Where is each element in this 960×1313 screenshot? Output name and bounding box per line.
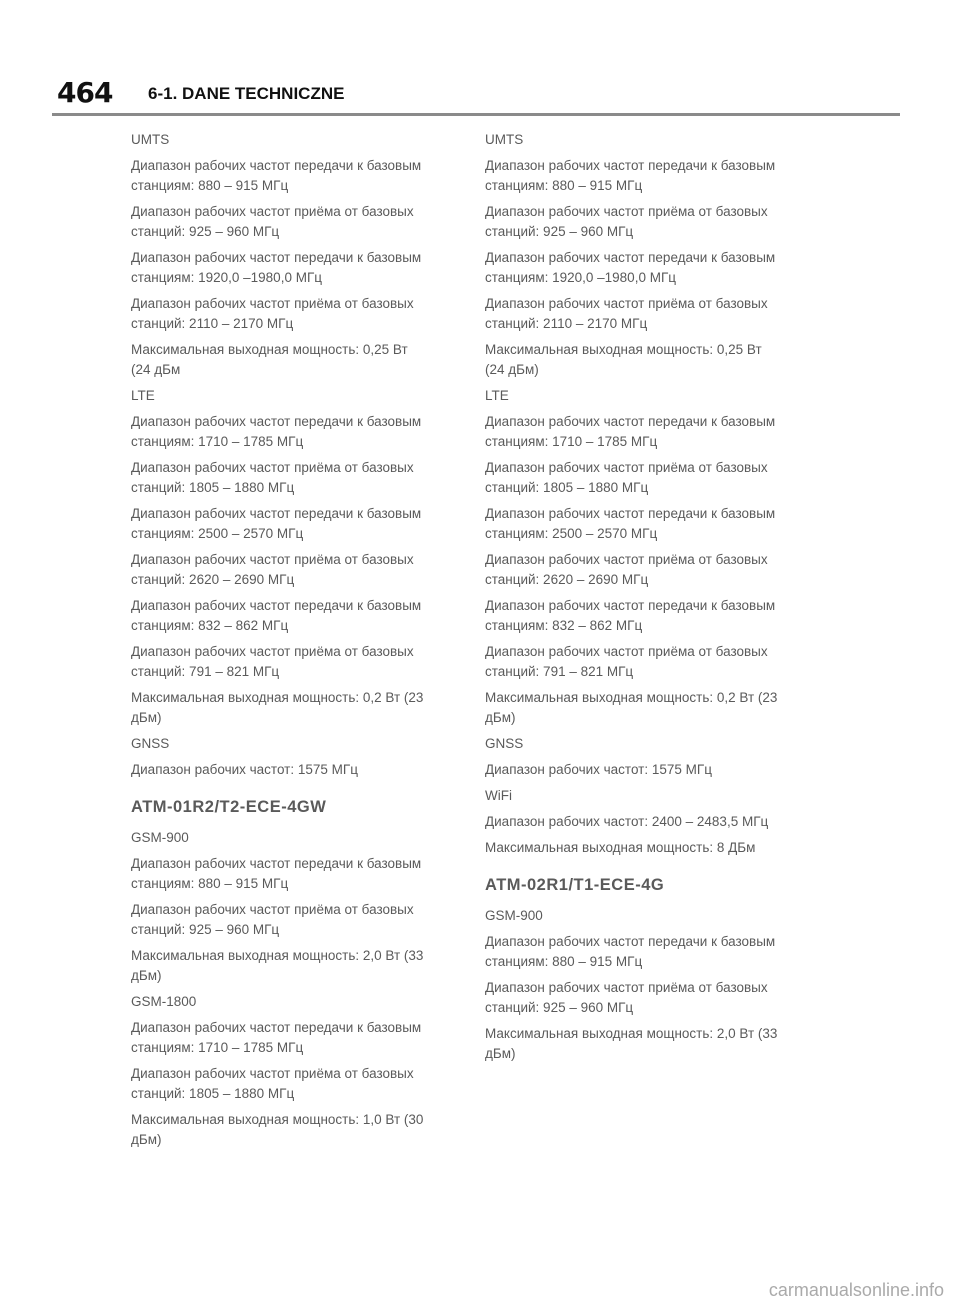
spec-item: Диапазон рабочих частот приёма от базовых станций: 791 – 821 МГц [131,644,414,679]
spec-item: Максимальная выходная мощность: 0,2 Вт (23 дБм) [131,690,424,725]
band-label: UMTS [485,132,524,147]
page-number: 464 [57,76,113,109]
band-label: GSM-900 [485,908,543,923]
page-header [52,74,900,114]
spec-item: Диапазон рабочих частот передачи к базовым станциям: 1710 – 1785 МГц [131,414,422,449]
spec-item: Диапазон рабочих частот приёма от базовых станций: 925 – 960 МГц [131,902,414,937]
spec-item: Максимальная выходная мощность: 2,0 Вт (33 дБм) [131,948,424,983]
left-column [131,130,471,1156]
band-label: GNSS [131,736,170,751]
band-label: LTE [485,388,509,403]
spec-item: Диапазон рабочих частот приёма от базовых станций: 2110 – 2170 МГц [485,296,768,331]
spec-item: Диапазон рабочих частот: 1575 МГц [131,762,358,777]
spec-item: Диапазон рабочих частот: 1575 МГц [485,762,712,777]
spec-item: Максимальная выходная мощность: 8 ДБм [485,840,756,855]
spec-item: Диапазон рабочих частот: 2400 – 2483,5 МГц [485,814,769,829]
spec-item: Диапазон рабочих частот передачи к базовым станциям: 2500 – 2570 МГц [131,506,422,541]
spec-item: Диапазон рабочих частот передачи к базовым станциям: 2500 – 2570 МГц [485,506,776,541]
spec-item: Максимальная выходная мощность: 1,0 Вт (30 дБм) [131,1112,424,1147]
spec-item: Диапазон рабочих частот приёма от базовых станций: 2110 – 2170 МГц [131,296,414,331]
spec-item: Диапазон рабочих частот приёма от базовых станций: 925 – 960 МГц [131,204,414,239]
spec-item: Максимальная выходная мощность: 0,25 Вт (24 дБм) [485,342,762,377]
spec-item: Диапазон рабочих частот передачи к базовым станциям: 1710 – 1785 МГц [131,1020,422,1055]
spec-item: Максимальная выходная мощность: 0,25 Вт (24 дБм [131,342,408,377]
spec-item: Диапазон рабочих частот приёма от базовых станций: 1805 – 1880 МГц [485,460,768,495]
spec-item: Максимальная выходная мощность: 2,0 Вт (33 дБм) [485,1026,778,1061]
spec-item: Диапазон рабочих частот передачи к базовым станциям: 1710 – 1785 МГц [485,414,776,449]
model-heading: ATM-01R2/T2-ECE-4GW [131,798,327,816]
spec-item: Диапазон рабочих частот передачи к базовым станциям: 880 – 915 МГц [485,158,776,193]
spec-item: Диапазон рабочих частот передачи к базовым станциям: 832 – 862 МГц [485,598,776,633]
band-label: GNSS [485,736,524,751]
band-label: LTE [131,388,155,403]
spec-item: Диапазон рабочих частот передачи к базовым станциям: 1920,0 –1980,0 МГц [485,250,776,285]
spec-item: Диапазон рабочих частот приёма от базовых станций: 2620 – 2690 МГц [131,552,414,587]
spec-item: Диапазон рабочих частот передачи к базовым станциям: 880 – 915 МГц [131,158,422,193]
right-column [485,130,825,1070]
spec-item: Диапазон рабочих частот приёма от базовых станций: 925 – 960 МГц [485,980,768,1015]
spec-item: Диапазон рабочих частот передачи к базовым станциям: 880 – 915 МГц [131,856,422,891]
spec-item: Диапазон рабочих частот приёма от базовых станций: 791 – 821 МГц [485,644,768,679]
band-label: GSM-1800 [131,994,197,1009]
band-label: GSM-900 [131,830,189,845]
band-label: WiFi [485,788,512,803]
spec-item: Диапазон рабочих частот приёма от базовых станций: 925 – 960 МГц [485,204,768,239]
model-heading: ATM-02R1/T1-ECE-4G [485,876,665,894]
spec-item: Диапазон рабочих частот приёма от базовых станций: 1805 – 1880 МГц [131,460,414,495]
spec-item: Диапазон рабочих частот передачи к базовым станциям: 1920,0 –1980,0 МГц [131,250,422,285]
spec-item: Максимальная выходная мощность: 0,2 Вт (23 дБм) [485,690,778,725]
watermark: carmanualsonline.info [768,1280,944,1300]
band-label: UMTS [131,132,170,147]
section-title: 6-1. DANE TECHNICZNE [148,84,345,103]
spec-item: Диапазон рабочих частот передачи к базовым станциям: 880 – 915 МГц [485,934,776,969]
spec-item: Диапазон рабочих частот приёма от базовых станций: 2620 – 2690 МГц [485,552,768,587]
spec-item: Диапазон рабочих частот приёма от базовых станций: 1805 – 1880 МГц [131,1066,414,1101]
header-rule [52,113,900,116]
spec-item: Диапазон рабочих частот передачи к базовым станциям: 832 – 862 МГц [131,598,422,633]
